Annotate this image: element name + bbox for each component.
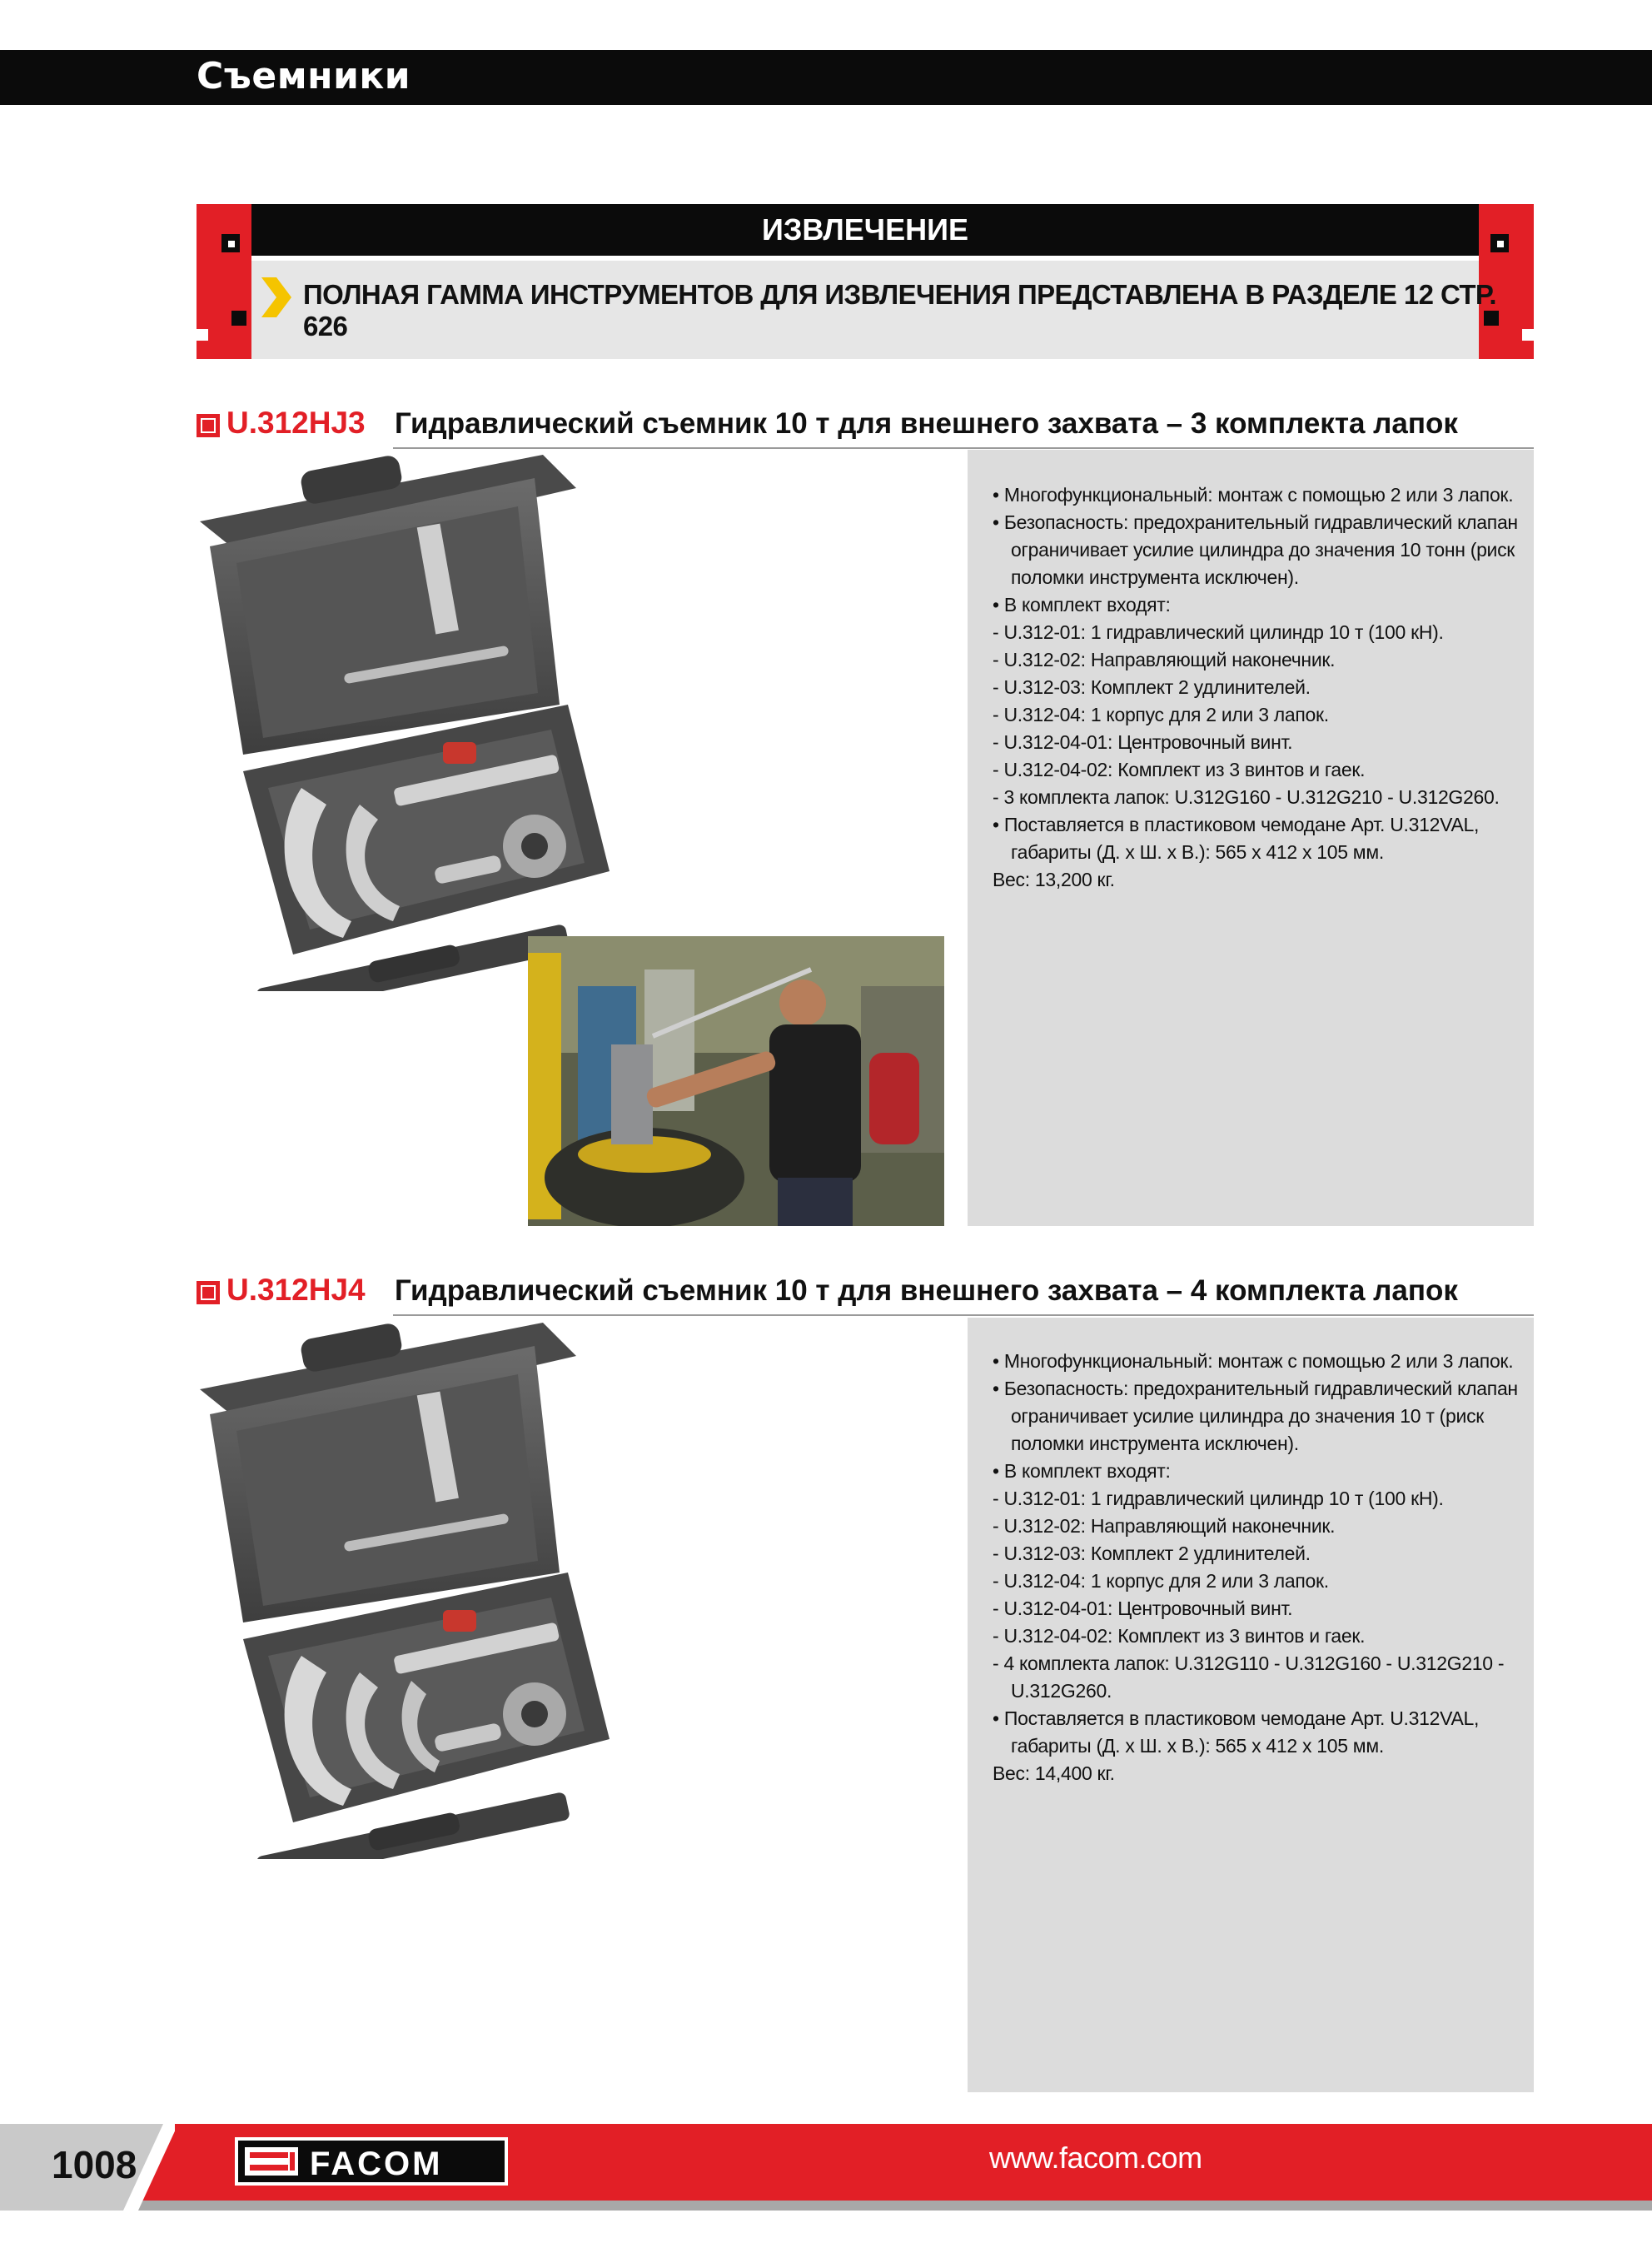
page-number: 1008	[52, 2143, 137, 2186]
description-line: • Многофункциональный: монтаж с помощью 2 или 3 лапок.	[993, 484, 1514, 506]
banner-heading: ИЗВЛЕЧЕНИЕ	[251, 204, 1479, 256]
description-line: Вес: 14,400 кг.	[993, 1762, 1115, 1784]
page-footer	[0, 2124, 1652, 2211]
product-description-panel	[968, 1318, 1534, 2092]
product-code: U.312HJ3	[226, 406, 366, 440]
description-line: - U.312-04: 1 корпус для 2 или 3 лапок.	[993, 1570, 1329, 1592]
page-title: Съемники	[197, 55, 411, 97]
description-line: - U.312-04-02: Комплект из 3 винтов и гаек.	[993, 1625, 1366, 1647]
facom-logo-text: FACOM	[310, 2146, 443, 2182]
description-line: • Безопасность: предохранительный гидравлический клапан	[993, 511, 1518, 533]
corner-square	[197, 329, 208, 341]
description-line: U.312G260.	[1011, 1680, 1112, 1702]
description-line: - 4 комплекта лапок: U.312G110 - U.312G160 - U.312G210 -	[993, 1652, 1505, 1674]
description-line: • Многофункциональный: монтаж с помощью 2 или 3 лапок.	[993, 1350, 1514, 1372]
description-line: • Поставляется в пластиковом чемодане Арт. U.312VAL,	[993, 1707, 1480, 1729]
description-line: • Безопасность: предохранительный гидравлический клапан	[993, 1378, 1518, 1399]
description-line: Вес: 13,200 кг.	[993, 869, 1115, 890]
description-line: ограничивает усилие цилиндра до значения 10 т (риск	[1011, 1405, 1485, 1427]
product-name: Гидравлический съемник 10 т для внешнего захвата – 3 комплекта лапок	[395, 407, 1458, 440]
description-line: - U.312-01: 1 гидравлический цилиндр 10 т (100 кН).	[993, 1488, 1444, 1509]
description-line: - U.312-04-01: Центровочный винт.	[993, 1598, 1293, 1619]
product-description-panel	[968, 450, 1534, 1226]
heading-rule	[393, 1314, 1534, 1316]
description-line: - U.312-04-01: Центровочный винт.	[993, 731, 1293, 753]
corner-square	[231, 311, 246, 326]
description-line: - U.312-04: 1 корпус для 2 или 3 лапок.	[993, 704, 1329, 725]
corner-square	[228, 241, 235, 247]
footer-gray-band	[0, 2201, 1652, 2211]
description-line: - U.312-03: Комплект 2 удлинителей.	[993, 1543, 1311, 1564]
product-bullet-icon	[197, 1281, 220, 1304]
banner-note: ПОЛНАЯ ГАММА ИНСТРУМЕНТОВ ДЛЯ ИЗВЛЕЧЕНИЯ ПРЕДСТАВЛЕНА В РАЗДЕЛЕ 12 СТР. 626	[303, 279, 1496, 341]
product-code: U.312HJ4	[226, 1273, 366, 1307]
facom-logo	[235, 2137, 508, 2186]
description-text	[993, 481, 1518, 894]
description-line: поломки инструмента исключен).	[1011, 566, 1299, 588]
section-banner	[197, 204, 1534, 359]
description-line: габариты (Д. х Ш. х В.): 565 x 412 x 105 мм.	[1011, 841, 1384, 863]
product-bullet-icon	[197, 414, 220, 437]
workshop-photo	[528, 936, 944, 1226]
description-line: ограничивает усилие цилиндра до значения 10 тонн (риск	[1011, 539, 1515, 561]
description-text	[993, 1348, 1518, 1787]
description-line: • Поставляется в пластиковом чемодане Арт. U.312VAL,	[993, 814, 1480, 835]
description-line: - U.312-02: Направляющий наконечник.	[993, 1515, 1336, 1537]
description-line: - U.312-02: Направляющий наконечник.	[993, 649, 1336, 670]
description-line: - U.312-04-02: Комплект из 3 винтов и гаек.	[993, 759, 1366, 780]
product-case-image	[193, 455, 681, 991]
description-line: - U.312-03: Комплект 2 удлинителей.	[993, 676, 1311, 698]
footer-url[interactable]: www.facom.com	[989, 2141, 1202, 2175]
description-line: - U.312-01: 1 гидравлический цилиндр 10 т (100 кН).	[993, 621, 1444, 643]
heading-rule	[393, 447, 1534, 449]
page-header	[0, 50, 1652, 105]
description-line: - 3 комплекта лапок: U.312G160 - U.312G210 - U.312G260.	[993, 786, 1500, 808]
description-line: поломки инструмента исключен).	[1011, 1433, 1299, 1454]
corner-square	[1497, 241, 1504, 247]
description-line: • В комплект входят:	[993, 1460, 1171, 1482]
description-line: габариты (Д. х Ш. х В.): 565 x 412 x 105 мм.	[1011, 1735, 1384, 1757]
description-line: • В комплект входят:	[993, 594, 1171, 616]
product-name: Гидравлический съемник 10 т для внешнего захвата – 4 комплекта лапок	[395, 1274, 1458, 1307]
chevron-right-icon	[258, 277, 291, 317]
product-case-image	[193, 1323, 681, 1859]
